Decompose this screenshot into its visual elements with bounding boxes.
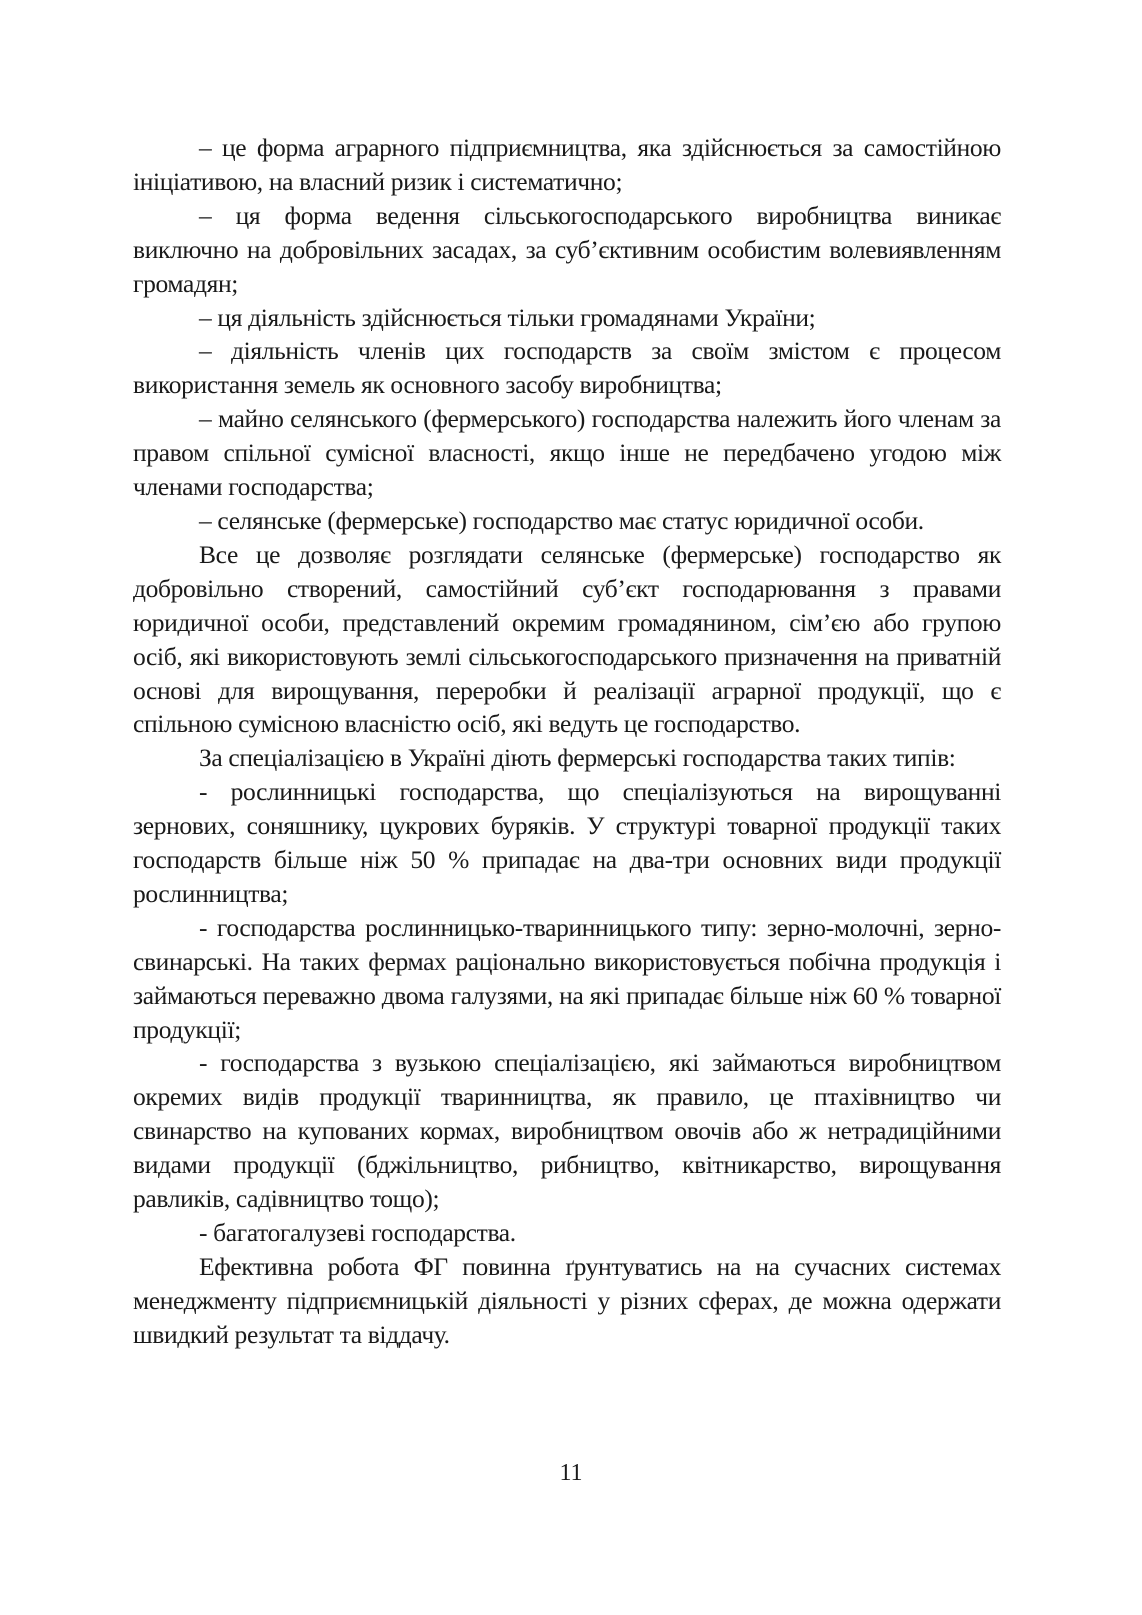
paragraph-bullet-4: – діяльність членів цих господарств за своїм змістом є процесом використання земель як основного засобу виробництва; — [133, 336, 1001, 400]
paragraph-bullet-6: – селянське (фермерське) господарство має статус юридичної особи. — [199, 505, 924, 535]
paragraph-type-crop: - рослинницькі господарства, що спеціалізуються на вирощуванні зернових, соняшнику, цукрових буряків. У структурі товарної продукції таких господарств більше ніж 50 % припадає на два-три основних види продукції рослинництва; — [133, 777, 1001, 908]
paragraph-bullet-2: – ця форма ведення сільськогосподарського виробництва виникає виключно на добровільних засадах, за суб’єктивним особистим волевиявленням громадян; — [133, 200, 1001, 298]
page-number: 11 — [559, 1460, 583, 1486]
paragraph-type-multi: - багатогалузеві господарства. — [199, 1218, 516, 1247]
paragraph-bullet-5: – майно селянського (фермерського) господарства належить його членам за правом спільної сумісної власності, якщо інше не передбачено угодою між членами господарства; — [133, 404, 1001, 502]
paragraph-specialization-intro: За спеціалізацією в Україні діють фермерські господарства таких типів: — [199, 743, 956, 773]
paragraph-bullet-3: – ця діяльність здійснюється тільки громадянами України; — [199, 302, 816, 332]
paragraph-conclusion: Ефективна робота ФГ повинна ґрунтуватись на на сучасних системах менеджменту підприємницькій діяльності у різних сферах, де можна одержати швидкий результат та віддачу. — [133, 1251, 1001, 1349]
paragraph-bullet-1: – це форма аграрного підприємництва, яка здійснюється за самостійною ініціативою, на власний ризик і систематично; — [133, 133, 1001, 196]
paragraph-type-crop-livestock: - господарства рослинницько-тваринницького типу: зерно-молочні, зерно-свинарські. На таких фермах раціонально використовується побічна продукція і займаються переважно двома галузями, на які припадає більше ніж 60 % товарної продукції; — [133, 912, 1001, 1044]
paragraph-type-narrow: - господарства з вузькою спеціалізацією, які займаються виробництвом окремих видів продукції тваринництва, як правило, це птахівництво чи свинарство на купованих кормах, виробництвом овочів або ж нетрадиційними видами продукції (бджільництво, рибництво, квітникарство, вирощування равликів, садівництво тощо); — [133, 1048, 1001, 1214]
paragraph-definition: Все це дозволяє розглядати селянське (фермерське) господарство як добровільно створений, самостійний суб’єкт господарювання з правами юридичної особи, представлений окремим громадянином, сім’єю або групою осіб, які використовують землі сільськогосподарського призначення на приватній основі для вирощування, переробки й реалізації аграрної продукції, що є спільною сумісною власністю осіб, які ведуть це господарство. — [133, 539, 1001, 739]
document-body — [133, 131, 1001, 1352]
